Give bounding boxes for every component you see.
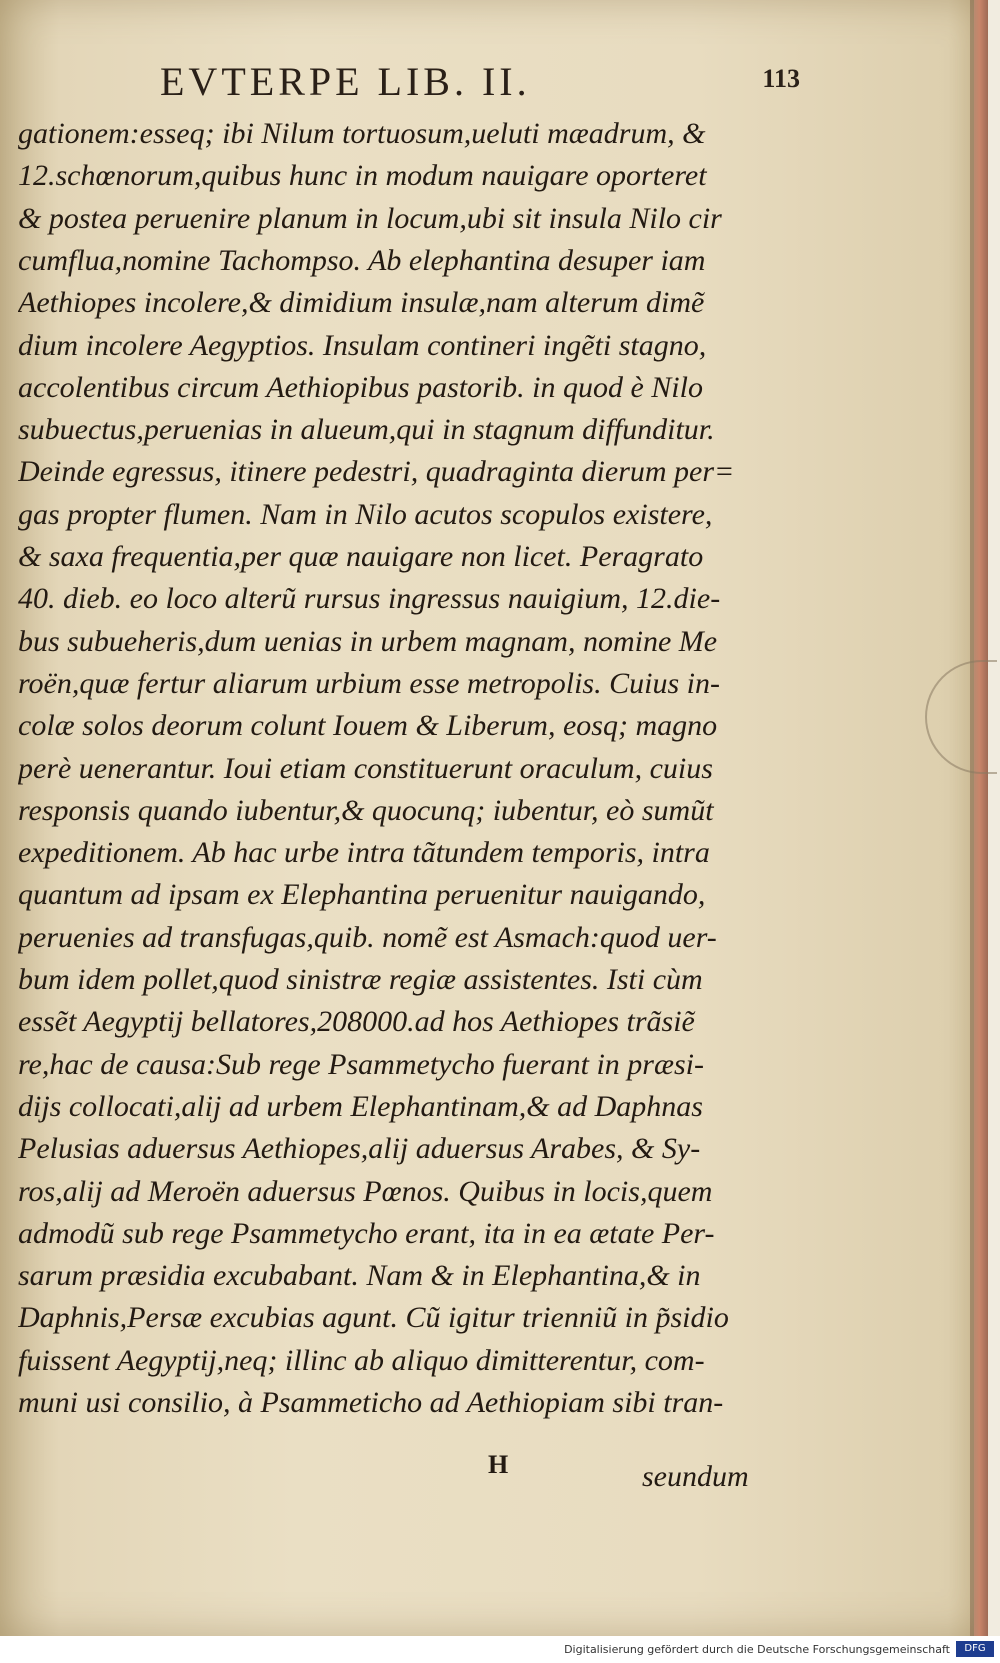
text-line: accolentibus circum Aethiopibus pastorib. in quod è Nilo [18, 370, 703, 404]
text-line: & postea peruenire planum in locum,ubi sit insula Nilo cir [18, 201, 722, 235]
text-line: perè uenerantur. Ioui etiam constituerunt oraculum, cuius [18, 751, 713, 785]
text-line: gas propter flumen. Nam in Nilo acutos scopulos existere, [18, 497, 713, 531]
text-line: essẽt Aegyptij bellatores,208000.ad hos Aethiopes trãsiẽ [18, 1005, 695, 1039]
text-line: admodũ sub rege Psammetycho erant, ita in ea ætate Per- [18, 1216, 715, 1250]
text-line: bus subueheris,dum uenias in urbem magnam, nomine Me [18, 624, 718, 658]
running-title: EVTERPE LIB. II. [160, 59, 531, 104]
text-line: bum idem pollet,quod sinistræ regiæ assistentes. Isti cùm [18, 963, 703, 996]
text-line: dijs collocati,alij ad urbem Elephantinam,& ad Daphnas [18, 1089, 703, 1123]
text-line: cumflua,nomine Tachompso. Ab elephantina desuper iam [18, 243, 706, 277]
text-line: expeditionem. Ab hac urbe intra tãtundem temporis, intra [18, 836, 710, 870]
text-line: ros,alij ad Meroën aduersus Pœnos. Quibus in locis,quem [18, 1174, 713, 1208]
funding-credit: Digitalisierung gefördert durch die Deutsche Forschungsgemeinschaft [564, 1643, 950, 1656]
text-line: quantum ad ipsam ex Elephantina peruenitur nauigando, [18, 878, 706, 912]
dfg-logo: DFG [956, 1641, 994, 1657]
text-line: subuectus,peruenias in alueum,qui in stagnum diffunditur. [18, 413, 715, 447]
text-line: sarum præsidia excubabant. Nam & in Elephantina,& in [18, 1259, 701, 1293]
text-line: Daphnis,Persæ excubias agunt. Cũ igitur trienniũ in p̃sidio [18, 1301, 729, 1335]
text-line: Deinde egressus, itinere pedestri, quadraginta dierum per= [18, 455, 735, 489]
text-line: colæ solos deorum colunt Iouem & Liberum, eosq; magno [18, 709, 718, 743]
folio-number: 113 [762, 64, 800, 93]
page-edge [974, 0, 988, 1636]
text-line: re,hac de causa:Sub rege Psammetycho fuerant in præsi- [18, 1047, 704, 1081]
text-line: 40. dieb. eo loco alterũ rursus ingressus nauigium, 12.die- [18, 582, 721, 616]
catchword: seundum [642, 1460, 749, 1493]
text-line: dium incolere Aegyptios. Insulam contineri ingẽti stagno, [18, 328, 707, 362]
text-line: 12.schœnorum,quibus hunc in modum nauigare oporteret [18, 159, 707, 193]
text-line: Aethiopes incolere,& dimidium insulæ,nam alterum dimẽ [18, 286, 705, 320]
bookmark-clip [925, 660, 997, 774]
text-line: Pelusias aduersus Aethiopes,alij aduersus Arabes, & Sy- [18, 1132, 701, 1166]
digitization-footer [0, 1636, 1000, 1663]
signature-mark: H [488, 1450, 509, 1479]
text-line: responsis quando iubentur,& quocunq; iubentur, eò sumũt [18, 793, 714, 827]
text-line: roën,quæ fertur aliarum urbium esse metropolis. Cuius in- [18, 666, 720, 700]
text-line: & saxa frequentia,per quæ nauigare non licet. Peragrato [18, 540, 704, 573]
page-header [160, 58, 800, 108]
text-line: peruenies ad transfugas,quib. nomẽ est Asmach:quod uer- [18, 920, 717, 954]
text-line: muni usi consilio, à Psammeticho ad Aethiopiam sibi tran- [18, 1386, 724, 1419]
text-line: gationem:esseq; ibi Nilum tortuosum,ueluti mæadrum, & [18, 117, 706, 150]
text-line: fuissent Aegyptij,neq; illinc ab aliquo dimitterentur, com- [18, 1343, 705, 1377]
